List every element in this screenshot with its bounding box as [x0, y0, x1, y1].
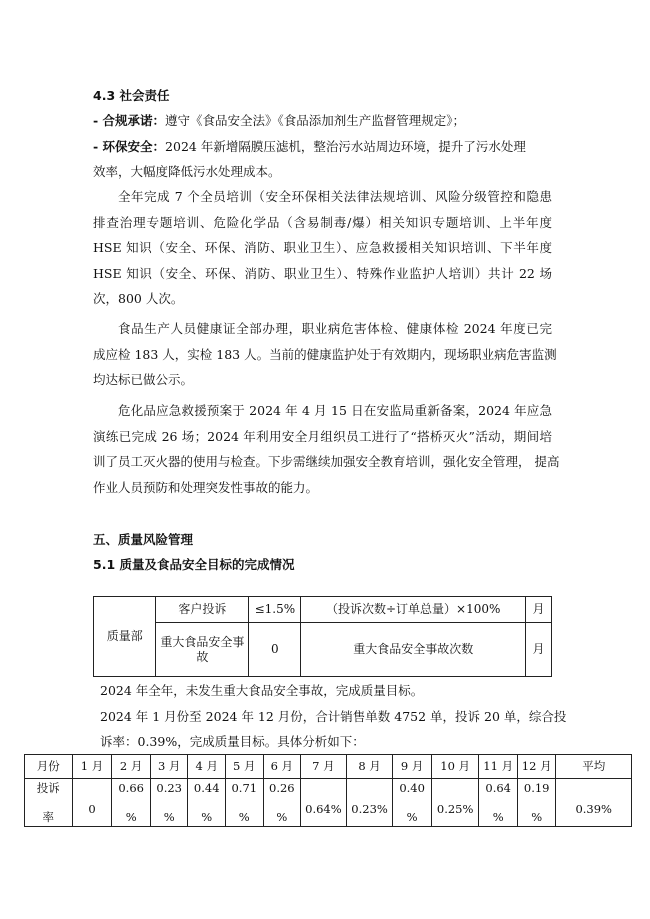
header-cell: 10 月 [431, 755, 479, 779]
health-line-1: 食品生产人员健康证全部办理，职业病危害体检、健康体检 2024 年度已完 [118, 321, 552, 336]
health-line-2: 成应检 183 人，实检 183 人。当前的健康监护处于有效期内，现场职业病危害监测 [93, 347, 557, 362]
value-bottom: % [125, 809, 137, 824]
section-heading-5-1: 5.1 质量及食品安全目标的完成情况 [93, 557, 295, 572]
value-bottom: % [406, 809, 418, 824]
target-cell: ≤1.5% [249, 597, 301, 623]
dept-cell: 质量部 [94, 597, 156, 677]
table-row [25, 779, 632, 827]
value-top: 0.40 [399, 780, 425, 795]
emergency-line-3: 训了员工灭火器的使用与检查。下步需继续加强安全教育培训，强化安全管理， 提高 [93, 454, 560, 469]
value-top: 0.71 [231, 780, 258, 795]
value-cell [431, 779, 479, 827]
header-cell: 12 月 [517, 755, 556, 779]
target-cell: 0 [249, 623, 301, 677]
value-cell [263, 779, 301, 827]
item-cell: 客户投诉 [156, 597, 249, 623]
env-label: - 环保安全： [93, 139, 166, 154]
value-cell [346, 779, 393, 827]
value-top: 0.66 [118, 780, 144, 795]
header-cell: 5 月 [226, 755, 264, 779]
value-cell [479, 779, 518, 827]
section-heading-4-3: 4.3 社会责任 [93, 88, 170, 103]
value-bottom: % [238, 809, 250, 824]
header-cell: 9 月 [393, 755, 432, 779]
value-bottom: 0.25% [436, 802, 474, 816]
header-cell: 4 月 [188, 755, 226, 779]
value-cell [393, 779, 432, 827]
formula-cell: 重大食品安全事故次数 [301, 623, 526, 677]
value-top: 0.23 [156, 780, 182, 795]
row-label-bottom: 率 [42, 809, 55, 824]
value-bottom: % [276, 809, 288, 824]
value-bottom: % [531, 809, 543, 824]
header-cell: 平均 [556, 755, 632, 779]
value-bottom: % [492, 809, 504, 824]
value-top: 0.26 [269, 780, 295, 795]
value-bottom: % [163, 809, 175, 824]
training-line-5: 次，800 人次。 [93, 291, 184, 306]
header-cell: 7 月 [301, 755, 347, 779]
value-bottom: 0.23% [351, 802, 388, 816]
item-line-2: 故 [196, 649, 209, 664]
compliance-text: 遵守《食品安全法》《食品添加剂生产监督管理规定》； [165, 113, 466, 128]
env-line-2: 效率，大幅度降低污水处理成本。 [93, 164, 281, 179]
table-row [94, 623, 552, 677]
item-line-1: 重大食品安全事 [160, 634, 245, 649]
emergency-line-1: 危化品应急救援预案于 2024 年 4 月 15 日在安监局重新备案，2024 年应急 [118, 403, 552, 418]
period-cell: 月 [526, 597, 552, 623]
row-label-top: 投诉 [36, 780, 60, 795]
header-cell: 2 月 [112, 755, 151, 779]
value-top: 0.64 [485, 780, 511, 795]
value-cell [150, 779, 188, 827]
value-top: 0.19 [523, 780, 550, 795]
value-cell [72, 779, 112, 827]
header-cell: 3 月 [150, 755, 188, 779]
training-line-3: HSE 知识（安全、环保、消防、职业卫生）、应急救援相关知识培训、下半年度 [93, 240, 552, 255]
value-cell [301, 779, 347, 827]
compliance-label: - 合规承诺： [93, 113, 166, 128]
header-cell: 月份 [25, 755, 73, 779]
table-row [94, 597, 552, 623]
value-cell [556, 779, 632, 827]
training-line-2: 排查治理专题培训、危险化学品（含易制毒/爆）相关知识专题培训、上半年度 [93, 215, 552, 230]
period-cell: 月 [526, 623, 552, 677]
header-cell: 8 月 [346, 755, 393, 779]
value-cell [188, 779, 226, 827]
summary-line-3: 诉率：0.39%，完成质量目标。具体分析如下： [100, 734, 365, 749]
training-line-4: HSE 知识（安全、环保、消防、职业卫生）、特殊作业监护人培训）共计 22 场 [93, 266, 552, 281]
value-bottom: 0.39% [575, 802, 612, 816]
quality-target-table [93, 596, 552, 677]
value-bottom: 0 [88, 802, 96, 816]
value-cell [517, 779, 556, 827]
section-heading-5: 五、质量风险管理 [93, 532, 194, 547]
value-top: 0.44 [193, 780, 220, 795]
item-cell [156, 623, 249, 677]
training-line-1: 全年完成 7 个全员培训（安全环保相关法律法规培训、风险分级管控和隐患 [118, 189, 552, 204]
emergency-line-4: 作业人员预防和处理突发性事故的能力。 [93, 480, 319, 495]
compliance-line [93, 113, 465, 129]
value-bottom: % [201, 809, 213, 824]
health-line-3: 均达标已做公示。 [93, 372, 194, 387]
summary-line-2: 2024 年 1 月份至 2024 年 12 月份，合计销售单数 4752 单，投诉 20 单，综合投 [100, 709, 567, 724]
header-cell: 1 月 [72, 755, 112, 779]
monthly-complaint-table [24, 754, 632, 827]
header-cell: 6 月 [263, 755, 301, 779]
table-row [25, 755, 632, 779]
header-cell: 11 月 [479, 755, 518, 779]
env-text-1: 2024 年新增隔膜压滤机，整治污水站周边环境，提升了污水处理 [165, 139, 526, 154]
emergency-line-2: 演练已完成 26 场；2024 年利用安全月组织员工进行了“搭桥灭火”活动，期间培 [93, 429, 552, 444]
value-cell [112, 779, 151, 827]
value-cell [226, 779, 264, 827]
formula-cell: （投诉次数÷订单总量）×100% [301, 597, 526, 623]
env-line-1 [93, 139, 526, 155]
summary-line-1: 2024 年全年，未发生重大食品安全事故，完成质量目标。 [100, 683, 424, 698]
value-bottom: 0.64% [305, 802, 342, 816]
row-label-cell [25, 779, 73, 827]
